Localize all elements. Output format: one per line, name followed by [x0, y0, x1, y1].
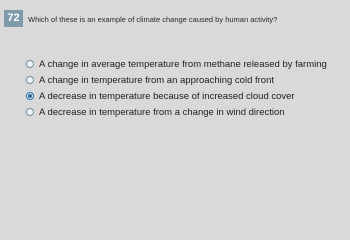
answer-option-b[interactable] — [26, 72, 327, 88]
answer-option-d[interactable] — [26, 104, 327, 120]
answer-option-d-label: A decrease in temperature from a change in wind direction — [39, 106, 285, 118]
radio-button-c[interactable] — [26, 92, 34, 100]
answer-option-c[interactable] — [26, 88, 327, 104]
answer-option-c-label: A decrease in temperature because of increased cloud cover — [39, 90, 295, 102]
radio-button-a[interactable] — [26, 60, 34, 68]
question-text: Which of these is an example of climate change caused by human activity? — [28, 15, 278, 24]
answer-option-b-label: A change in temperature from an approaching cold front — [39, 74, 275, 86]
radio-button-d[interactable] — [26, 108, 34, 116]
answer-option-a[interactable] — [26, 56, 327, 72]
question-number-badge: 72 — [4, 10, 23, 27]
radio-button-b[interactable] — [26, 76, 34, 84]
answer-options — [26, 56, 327, 120]
answer-option-a-label: A change in average temperature from methane released by farming — [39, 58, 327, 70]
